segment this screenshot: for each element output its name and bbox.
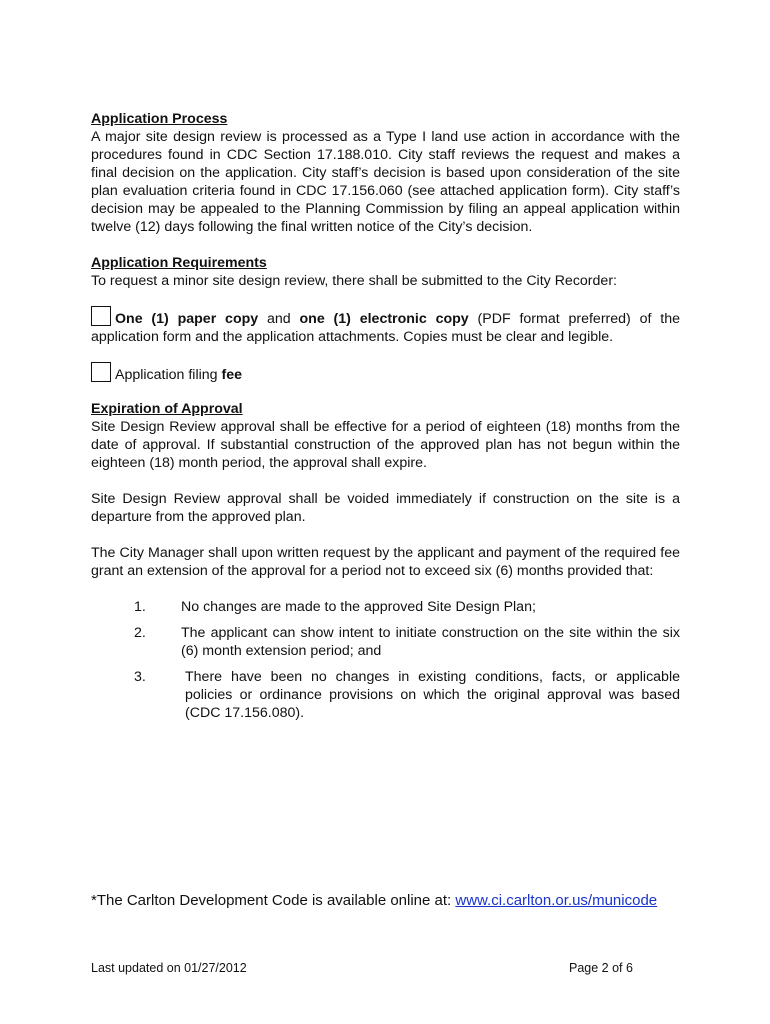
application-process-heading: Application Process (91, 111, 228, 127)
fee-text: Application filing (115, 367, 222, 383)
application-requirements-heading: Application Requirements (91, 255, 267, 271)
expiration-para-1: Site Design Review approval shall be effective for a period of eighteen (18) months from the date of approval. If substantial construction of the approved plan has not begun within the eighteen (18) month period, the approval shall expire. (91, 419, 680, 471)
expiration-para-2: Site Design Review approval shall be voided immediately if construction on the site is a departure from the approved plan. (91, 491, 680, 525)
copies-bold-paper: One (1) paper copy (115, 311, 259, 327)
copies-bold-electronic: one (1) electronic copy (299, 311, 469, 327)
list-number: 3. (134, 669, 146, 685)
municode-link[interactable]: www.ci.carlton.or.us/municode (455, 892, 658, 909)
list-text: There have been no changes in existing conditions, facts, or applicable policies or ordinance provisions on which the original approval was based (CDC 17.156.080). (185, 669, 680, 721)
list-item (91, 598, 680, 616)
list-number: 2. (134, 625, 146, 641)
footnote-text: *The Carlton Development Code is available online at: (91, 892, 456, 909)
list-item (91, 668, 680, 722)
document-page (91, 110, 680, 730)
list-number: 1. (134, 599, 146, 615)
expiration-para-3: The City Manager shall upon written request by the applicant and payment of the required fee grant an extension of the approval for a period not to exceed six (6) months provided that: (91, 545, 680, 579)
last-updated: Last updated on 01/27/2012 (91, 961, 247, 975)
fee-bold: fee (221, 367, 242, 383)
list-item (91, 624, 680, 660)
copies-checkbox[interactable] (91, 306, 111, 326)
fee-checkbox[interactable] (91, 362, 111, 382)
application-requirements-intro: To request a minor site design review, there shall be submitted to the City Recorder: (91, 273, 617, 289)
application-process-body: A major site design review is processed as a Type I land use action in accordance with the procedures found in CDC Section 17.188.010. City staff reviews the request and makes a final decision on the application. City staff’s decision is based upon consideration of the site plan evaluation criteria found in CDC 17.156.060 (see attached application form). City staff’s decision may be appealed to the Planning Commission by filing an appeal application within twelve (12) days following the final written notice of the City’s decision. (91, 129, 680, 235)
requirement-item-copies (91, 306, 680, 346)
list-text: The applicant can show intent to initiate construction on the site within the six (6) month extension period; and (181, 625, 680, 659)
page-number: Page 2 of 6 (569, 961, 633, 975)
list-text: No changes are made to the approved Site Design Plan; (181, 599, 536, 615)
copies-and: and (258, 311, 300, 327)
requirement-item-fee (91, 362, 680, 384)
code-footnote (91, 892, 657, 909)
extension-conditions-list (91, 598, 680, 722)
copies-rest: (PDF format preferred) of the application form and the application attachments. Copies must be clear and legible. (91, 311, 680, 345)
expiration-heading: Expiration of Approval (91, 401, 243, 417)
